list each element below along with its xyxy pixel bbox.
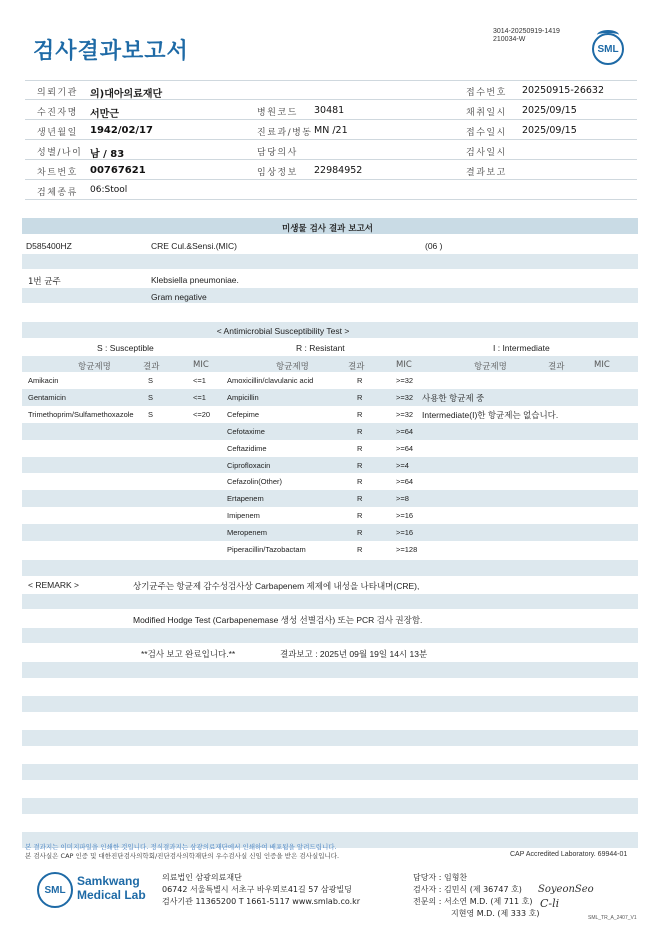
drug-mic: >=128 — [396, 545, 418, 554]
sml-logo-icon — [592, 33, 624, 65]
staff-specialist-2: 지현영 M.D. (제 333 호) — [451, 909, 540, 918]
drug-mic: >=32 — [396, 392, 414, 402]
signature-1: SoyeonSeo — [538, 884, 594, 895]
drug-result: S — [148, 409, 154, 419]
info-label: 접수일시 — [466, 128, 507, 138]
gram-stain: Gram negative — [151, 292, 207, 302]
legend-resistant: R : Resistant — [296, 343, 345, 353]
drug-name: Ceftazidime — [227, 443, 267, 453]
drug-mic: >=32 — [396, 409, 414, 419]
document-id-line2: 210034-W — [493, 36, 526, 43]
drug-mic: <=1 — [193, 376, 206, 385]
drug-result: R — [357, 494, 363, 504]
info-label: 채취일시 — [466, 108, 507, 118]
legend-intermediate: I : Intermediate — [493, 343, 550, 353]
info-value: 30481 — [314, 105, 345, 116]
info-label: 담당의사 — [257, 148, 298, 158]
drug-mic: <=20 — [193, 409, 211, 419]
col-drug-header: 항균제명 — [276, 362, 309, 372]
drug-result: R — [357, 477, 363, 487]
drug-result: S — [148, 376, 154, 385]
band — [22, 423, 638, 440]
drug-result: S — [148, 392, 154, 402]
drug-name: Gentamicin — [28, 392, 66, 402]
info-label: 차트번호 — [37, 168, 78, 178]
remark-label: < REMARK > — [28, 580, 80, 590]
info-value: 2025/09/15 — [522, 105, 577, 116]
samkwang-logo-text: SML — [44, 885, 66, 896]
drug-result: R — [357, 392, 363, 402]
staff-tester: 검사자 : 김민식 (제 36747 호) — [413, 885, 522, 894]
col-drug-header: 항균제명 — [474, 362, 507, 372]
drug-name: Ciprofloxacin — [227, 460, 271, 470]
samkwang-logo-icon — [37, 872, 73, 908]
band — [22, 457, 638, 474]
drug-name: Ampicillin — [227, 392, 259, 402]
info-value: MN /21 — [314, 125, 348, 136]
info-label: 성별/나이 — [37, 148, 83, 158]
band — [22, 356, 638, 372]
brand-line-1: Samkwang — [77, 874, 140, 888]
brand-line-2: Medical Lab — [77, 888, 146, 902]
info-label: 임상정보 — [257, 168, 298, 178]
info-value: 남 / 83 — [90, 149, 125, 160]
test-number: (06 ) — [425, 241, 443, 251]
lab-contact: 검사기관 11365200 T 1661-5117 www.smlab.co.kr — [162, 897, 361, 906]
drug-result: R — [357, 443, 363, 453]
staff-manager: 담당자 : 임형찬 — [413, 873, 468, 882]
band — [22, 730, 638, 746]
lab-address: 06742 서울특별시 서초구 바우뫼로41길 57 삼광빌딩 — [162, 885, 352, 894]
drug-name: Cefazolin(Other) — [227, 477, 283, 487]
drug-name: Trimethoprim/Sulfamethoxazole — [28, 409, 134, 419]
document-id — [493, 28, 560, 44]
col-mic-header: MIC — [594, 360, 610, 370]
band — [22, 696, 638, 712]
col-result-header: 결과 — [143, 362, 160, 372]
drug-result: R — [357, 426, 363, 436]
lab-info — [162, 872, 360, 908]
info-value: 20250915-26632 — [522, 85, 605, 96]
print-notice: 본 결과지는 이미지파일을 인쇄한 것입니다. 정식결과지는 삼광의료재단에서 인쇄하여 배포됨을 알려드립니다. — [25, 843, 337, 851]
col-mic-header: MIC — [193, 360, 209, 370]
section-title: 미생물 검사 결과 보고서 — [282, 224, 373, 234]
band — [22, 288, 638, 303]
band — [22, 389, 638, 406]
lab-name: 의료법인 삼광의료재단 — [162, 873, 242, 882]
drug-name: Imipenem — [227, 511, 260, 521]
info-label: 생년월일 — [37, 128, 78, 138]
signature-2: C-li — [540, 897, 560, 910]
info-value: 06:Stool — [90, 185, 128, 195]
organism-name: Klebsiella pneumoniae. — [151, 275, 239, 285]
band — [22, 560, 638, 576]
test-name: CRE Cul.&Sensi.(MIC) — [151, 241, 237, 251]
document-id-line1: 3014-20250919-1419 — [493, 28, 560, 35]
drug-mic: >=64 — [396, 443, 414, 453]
complete-message: **검사 보고 완료입니다.** — [141, 649, 236, 659]
ast-title: < Antimicrobial Susceptibility Test > — [216, 326, 350, 336]
info-label: 진료과/병동 — [257, 128, 313, 138]
info-value: 2025/09/15 — [522, 125, 577, 136]
drug-mic: >=16 — [396, 511, 414, 521]
info-label: 접수번호 — [466, 88, 507, 98]
drug-result: R — [357, 409, 363, 419]
accreditation-notice: 본 검사실은 CAP 인증 및 대한진단검사의학회/진단검사의학재단의 우수검사실 신임 인증을 받은 검사실입니다. — [25, 852, 340, 860]
band — [22, 764, 638, 780]
info-label: 결과보고 — [466, 168, 507, 178]
drug-mic: >=16 — [396, 528, 414, 538]
intermediate-note-2: Intermediate(I)한 항균제는 없습니다. — [422, 410, 559, 420]
staff-specialist-1: 전문의 : 서소연 M.D. (제 711 호) — [413, 897, 533, 906]
drug-mic: <=1 — [193, 392, 206, 402]
band — [22, 662, 638, 678]
info-value: 00767621 — [90, 165, 146, 176]
drug-result: R — [357, 376, 363, 385]
band — [22, 594, 638, 609]
col-drug-header: 항균제명 — [78, 362, 111, 372]
samkwang-brand — [77, 874, 146, 902]
drug-mic: >=64 — [396, 477, 414, 487]
drug-result: R — [357, 528, 363, 538]
page-title: 검사결과보고서 — [33, 39, 189, 64]
drug-name: Meropenem — [227, 528, 268, 538]
drug-mic: >=32 — [396, 376, 414, 385]
remark-line-2: Modified Hodge Test (Carbapenemase 생성 선별검사) 또는 PCR 검사 권장함. — [133, 615, 423, 625]
test-code: D585400HZ — [26, 241, 72, 251]
col-mic-header: MIC — [396, 360, 412, 370]
drug-name: Cefepime — [227, 409, 260, 419]
drug-result: R — [357, 511, 363, 521]
drug-name: Amoxicillin/clavulanic acid — [227, 376, 314, 385]
band — [22, 524, 638, 541]
info-value: 의)대아의료재단 — [90, 89, 163, 100]
band — [22, 254, 638, 269]
info-value: 22984952 — [314, 165, 363, 176]
drug-result: R — [357, 545, 363, 554]
drug-mic: >=64 — [396, 426, 414, 436]
remark-line-1: 상기균주는 항균제 감수성검사상 Carbapenem 제제에 내성을 나타내며(CRE), — [133, 581, 420, 591]
info-value: 서만근 — [90, 109, 119, 120]
drug-name: Cefotaxime — [227, 426, 265, 436]
band — [22, 798, 638, 814]
staff-info — [413, 872, 539, 920]
info-label: 검사일시 — [466, 148, 507, 158]
drug-mic: >=8 — [396, 494, 409, 504]
cap-accreditation: CAP Accredited Laboratory. 69944-01 — [510, 851, 628, 858]
info-label: 의뢰기관 — [37, 88, 78, 98]
info-label: 병원코드 — [257, 108, 298, 118]
intermediate-note-1: 사용한 항균제 중 — [422, 393, 485, 403]
drug-name: Ertapenem — [227, 494, 264, 504]
report-time: 결과보고 : 2025년 09월 19일 14시 13분 — [280, 649, 428, 659]
info-label: 검체종류 — [37, 188, 78, 198]
band — [22, 490, 638, 507]
drug-name: Piperacillin/Tazobactam — [227, 545, 306, 554]
band — [22, 628, 638, 643]
drug-result: R — [357, 460, 363, 470]
info-value: 1942/02/17 — [90, 125, 153, 136]
col-result-header: 결과 — [548, 362, 565, 372]
isolate-label: 1번 균주 — [28, 277, 61, 287]
col-result-header: 결과 — [348, 362, 365, 372]
sml-logo-text: SML — [597, 44, 619, 55]
form-id: SML_TR_A_2407_V1 — [588, 915, 637, 921]
drug-name: Amikacin — [28, 376, 59, 385]
info-label: 수진자명 — [37, 108, 78, 118]
drug-mic: >=4 — [396, 460, 409, 470]
legend-susceptible: S : Susceptible — [97, 343, 154, 353]
